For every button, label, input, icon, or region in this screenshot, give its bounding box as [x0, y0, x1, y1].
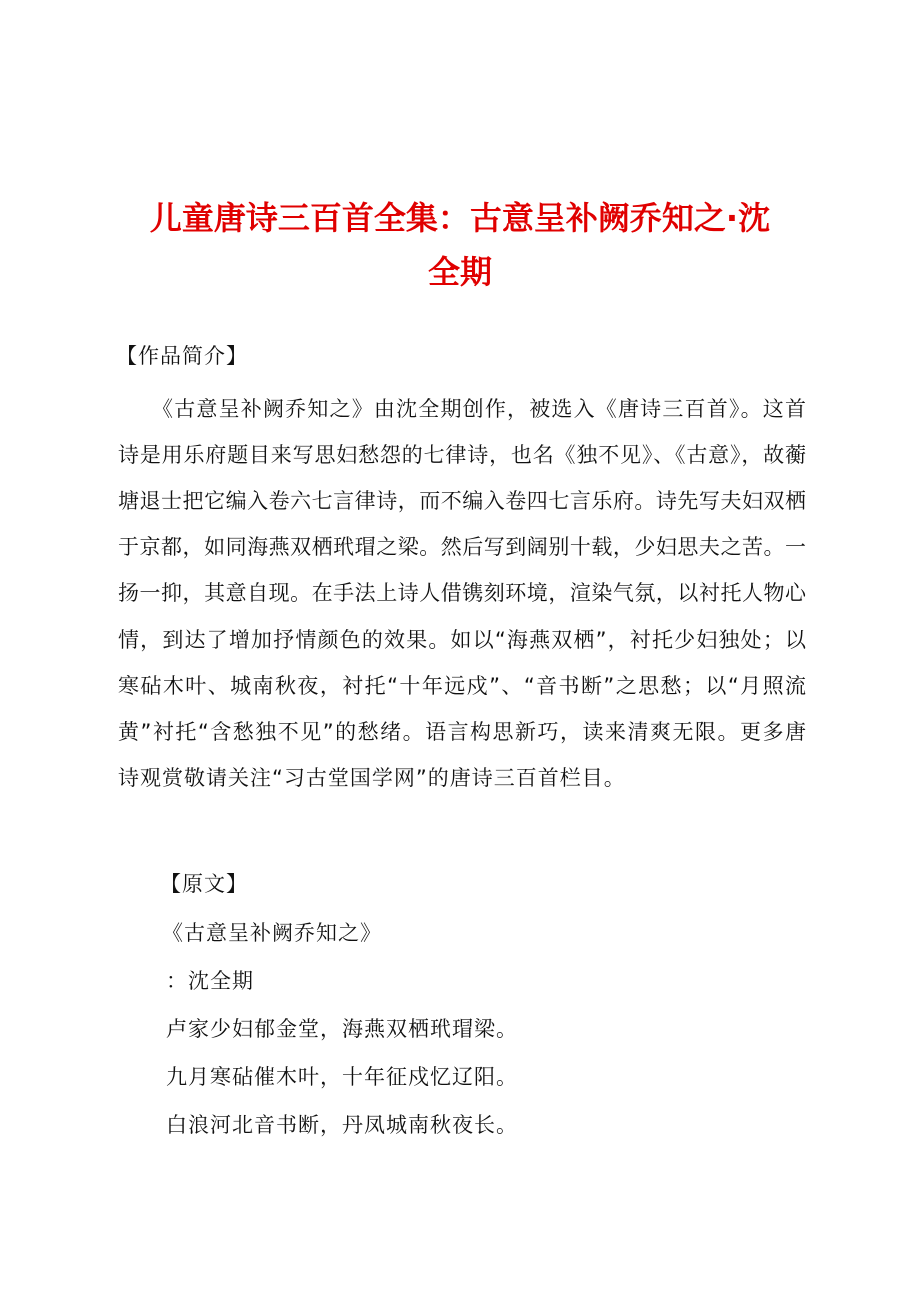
intro-line: 于京都，如同海燕双栖玳瑁之梁。然后写到阔别十载，少妇思夫之苦。一 [118, 535, 806, 559]
intro-line: 诗是用乐府题目来写思妇愁怨的七律诗，也名《独不见》、《古意》，故蘅 [118, 443, 806, 467]
poem-verse: 白浪河北音书断，丹凤城南秋夜长。 [166, 1113, 518, 1137]
document-title-line-2: 全期 [427, 253, 492, 291]
intro-line: 寒砧木叶、城南秋夜，衬托“十年远戍”、“音书断”之思愁；以“月照流 [118, 674, 806, 698]
poem-author: ：沈全期 [166, 969, 254, 993]
document-title-line-1: 儿童唐诗三百首全集：古意呈补阙乔知之·沈 [149, 199, 771, 237]
original-header: 【原文】 [160, 872, 248, 896]
intro-line: 黄”衬托“含愁独不见”的愁绪。语言构思新巧，读来清爽无限。更多唐 [118, 720, 806, 744]
intro-line: 情，到达了增加抒情颜色的效果。如以“海燕双栖”，衬托少妇独处；以 [118, 628, 806, 652]
intro-line: 扬一抑，其意自现。在手法上诗人借镌刻环境，渲染气氛，以衬托人物心 [118, 581, 806, 605]
intro-line: 诗观赏敬请关注“习古堂国学网”的唐诗三百首栏目。 [118, 766, 626, 790]
intro-line: 《古意呈补阙乔知之》由沈全期创作，被选入《唐诗三百首》。这首 [152, 397, 806, 421]
poem-verse: 九月寒砧催木叶，十年征戍忆辽阳。 [166, 1065, 518, 1089]
intro-header: 【作品简介】 [116, 344, 248, 368]
poem-title: 《古意呈补阙乔知之》 [162, 921, 382, 945]
poem-verse: 卢家少妇郁金堂，海燕双栖玳瑁梁。 [166, 1017, 518, 1041]
intro-line: 塘退士把它编入卷六七言律诗，而不编入卷四七言乐府。诗先写夫妇双栖 [118, 489, 806, 513]
